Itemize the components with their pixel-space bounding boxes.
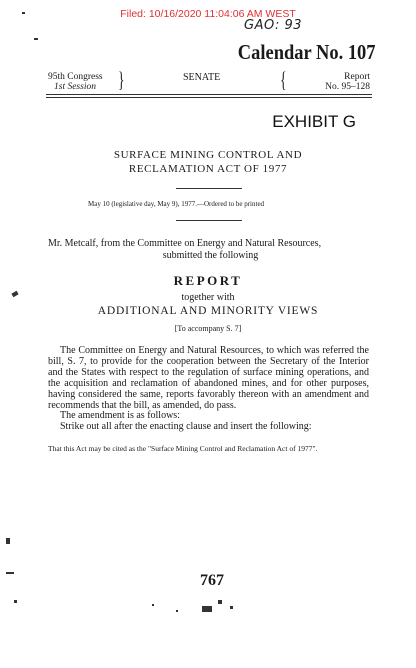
left-brace-icon: } (118, 67, 125, 92)
exhibit-label: EXHIBIT G (272, 112, 356, 131)
scan-speck (202, 606, 212, 612)
chamber-label: SENATE (183, 72, 221, 83)
document-title (0, 148, 416, 176)
congress-label: 95th Congress (48, 72, 103, 82)
together-with: together with (181, 292, 235, 303)
handwritten-stamp: GAO: 93 (244, 18, 302, 33)
report-heading: REPORT (173, 273, 243, 288)
scan-speck (230, 606, 233, 609)
submission-line-1: Mr. Metcalf, from the Committee on Energy and Natural Resources, (48, 238, 322, 249)
calendar-number: Calendar No. 107 (238, 40, 376, 64)
title-line-1: SURFACE MINING CONTROL AND (113, 149, 303, 161)
session-label: 1st Session (54, 82, 96, 92)
right-brace-icon: { (280, 67, 287, 92)
scan-speck (22, 12, 25, 14)
scan-speck (6, 538, 10, 544)
scan-speck (6, 572, 14, 574)
title-rule (176, 188, 242, 189)
report-body (48, 346, 369, 433)
header-rule-top (46, 94, 372, 95)
submission-line-2: submitted the following (162, 249, 259, 261)
scan-speck (152, 604, 154, 606)
report-number: No. 95–128 (325, 82, 370, 92)
dateline: May 10 (legislative day, May 9), 1977.—Ordered to be printed (88, 200, 265, 208)
header-rule-bottom (46, 97, 372, 98)
accompany-note: [To accompany S. 7] (174, 324, 242, 333)
title-line-2: RECLAMATION ACT OF 1977 (128, 163, 288, 175)
scan-speck (218, 600, 222, 604)
report-label: Report (344, 72, 370, 82)
submission-statement (48, 238, 373, 261)
views-heading: ADDITIONAL AND MINORITY VIEWS (97, 305, 319, 317)
body-paragraph-2: The amendment is as follows: (60, 410, 180, 422)
scan-speck (14, 600, 17, 603)
body-paragraph-1: The Committee on Energy and Natural Resources, to which was referred the bill, S. 7, to provide for the cooperation between the Secretary of the Interior and the States with respect to the regulation of surface mining operations, and the acquisition and reclamation of abandoned mines, and for other purposes, having considered the same, reports favorably thereon with an amendment and recommends that the bill, as amended, do pass. (48, 345, 369, 411)
filed-stamp: Filed: 10/16/2020 11:04:06 AM WEST (120, 8, 296, 20)
scan-speck (34, 38, 38, 40)
page-number: 767 (200, 572, 224, 589)
enacting-text: That this Act may be cited as the "Surface Mining Control and Reclamation Act of 1977". (48, 444, 318, 453)
dateline-rule (176, 220, 242, 221)
body-paragraph-3: Strike out all after the enacting clause and insert the following: (60, 421, 312, 433)
scan-speck (176, 610, 178, 612)
